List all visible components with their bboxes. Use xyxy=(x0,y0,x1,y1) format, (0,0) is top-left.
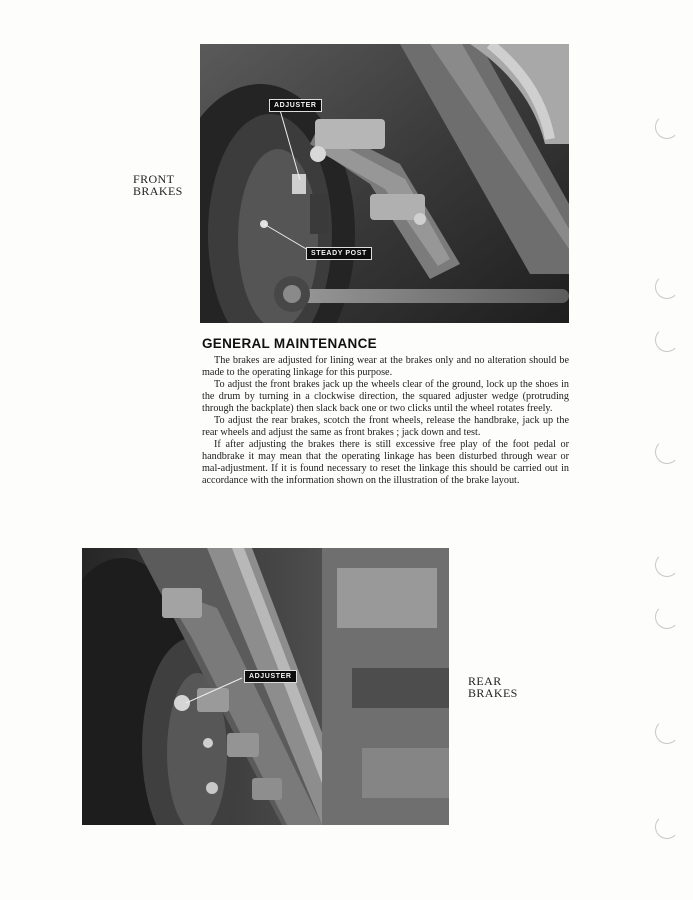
front-adjuster-label: ADJUSTER xyxy=(269,99,322,112)
front-brakes-photo xyxy=(200,44,569,323)
rear-brakes-illustration xyxy=(82,548,449,825)
general-maintenance-body xyxy=(202,355,569,487)
general-maintenance-title: GENERAL MAINTENANCE xyxy=(202,336,377,351)
rear-brakes-caption xyxy=(468,675,518,699)
binder-hole-mark xyxy=(655,115,679,139)
maintenance-paragraph: To adjust the front brakes jack up the wheels clear of the ground, lock up the shoes in the drum by turning in a clockwise direction, the squared adjuster wedge (protruding through the backplate) then slack back one or two clicks until the wheel rotates freely. xyxy=(202,379,569,414)
front-brakes-caption-line2: BRAKES xyxy=(133,184,183,198)
binder-hole-mark xyxy=(655,815,679,839)
binder-hole-mark xyxy=(655,275,679,299)
front-brakes-illustration xyxy=(200,44,569,323)
rear-brakes-photo xyxy=(82,548,449,825)
rear-brakes-caption-line2: BRAKES xyxy=(468,686,518,700)
rear-adjuster-label: ADJUSTER xyxy=(244,670,297,683)
maintenance-paragraph: To adjust the rear brakes, scotch the front wheels, release the handbrake, jack up the rear wheels and adjust the same as front brakes ; jack down and test. xyxy=(202,415,569,438)
front-brakes-caption-line1: FRONT xyxy=(133,172,175,186)
maintenance-paragraph: The brakes are adjusted for lining wear at the brakes only and no alteration should be made to the operating linkage for this purpose. xyxy=(202,355,569,378)
front-brakes-caption xyxy=(133,173,183,197)
binder-hole-mark xyxy=(655,440,679,464)
binder-hole-mark xyxy=(655,328,679,352)
binder-hole-mark xyxy=(655,553,679,577)
binder-hole-mark xyxy=(655,605,679,629)
binder-hole-mark xyxy=(655,720,679,744)
front-steady-post-label: STEADY POST xyxy=(306,247,372,260)
rear-brakes-caption-line1: REAR xyxy=(468,674,502,688)
maintenance-paragraph: If after adjusting the brakes there is still excessive free play of the foot pedal or handbrake it may mean that the operating linkage has been disturbed through wear or mal-adjustment. If it is found necessary to reset the linkage this should be carried out in accordance with the information shown on the illustration of the brake layout. xyxy=(202,439,569,486)
